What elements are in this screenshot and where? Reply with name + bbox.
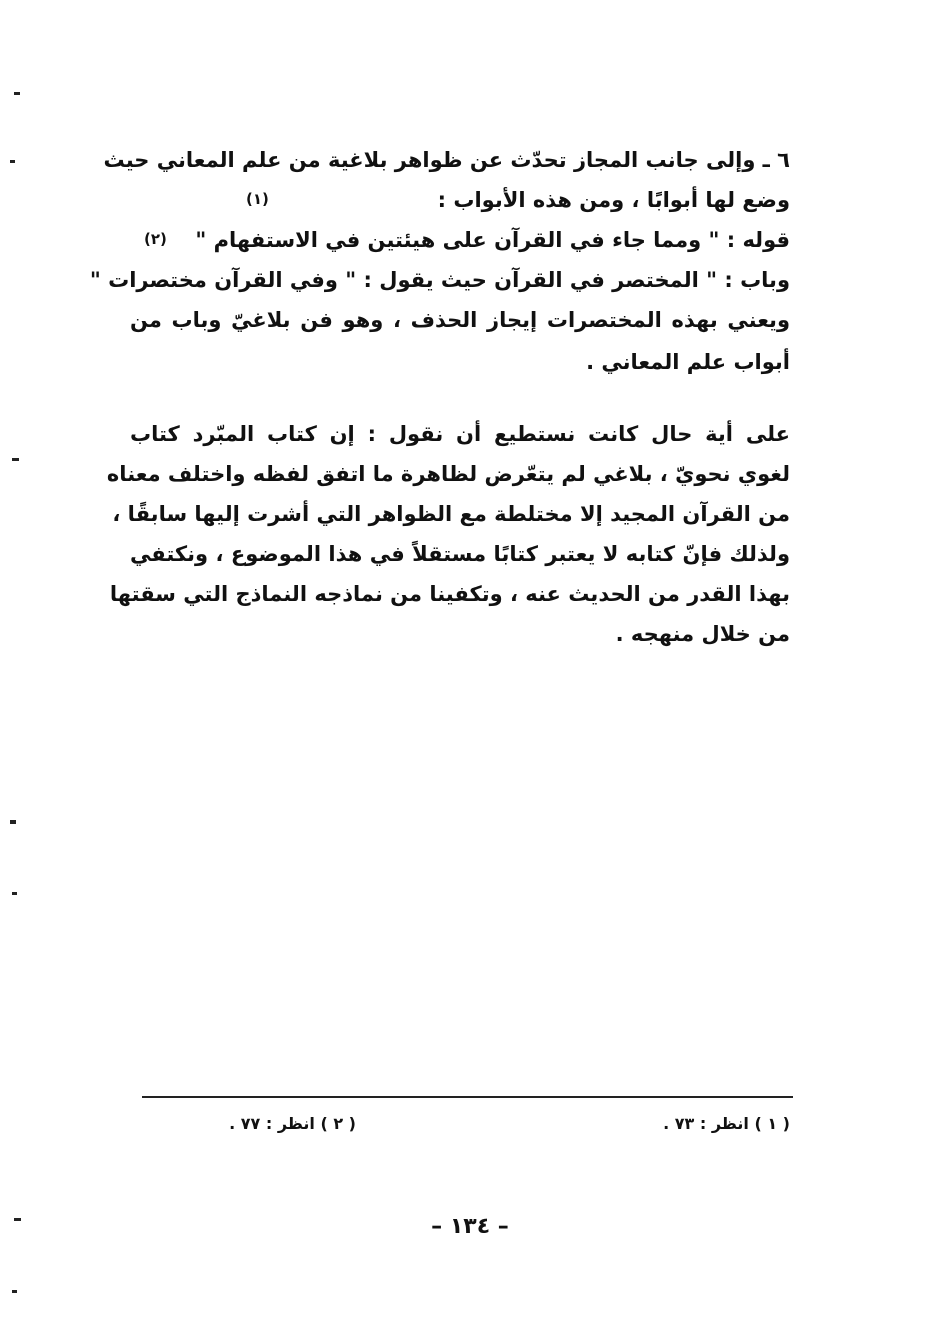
paragraph-1-line-6: أبواب علم المعاني . xyxy=(586,350,790,374)
paragraph-1-line-3: قوله : " ومما جاء في القرآن على هيئتين في الاستفهام " xyxy=(195,228,790,252)
paragraph-1-line-4: وباب : " المختصر في القرآن حيث يقول : " وفي القرآن مختصرات " xyxy=(89,268,790,292)
paragraph-2-line-1: على أية حال كانت نستطيع أن نقول : إن كتاب المبّرد كتاب xyxy=(130,422,790,446)
footnote-2: ( ٢ ) انظر : ٧٧ . xyxy=(229,1114,356,1133)
paragraph-2-line-4: ولذلك فإنّ كتابه لا يعتبر كتابًا مستقلاً في هذا الموضوع ، ونكتفي xyxy=(130,542,790,566)
paragraph-2-line-6: من خلال منهجه . xyxy=(615,622,790,646)
scan-speck xyxy=(10,160,15,163)
paragraph-2-line-2: لغوي نحويّ ، بلاغي لم يتعّرض لظاهرة ما اتفق لفظه واختلف معناه xyxy=(106,462,790,486)
paragraph-2-line-5: بهذا القدر من الحديث عنه ، وتكفينا من نماذجه النماذج التي سقتها xyxy=(109,582,790,606)
scan-speck xyxy=(12,458,19,461)
scan-speck xyxy=(10,820,16,824)
scan-speck xyxy=(12,892,17,895)
scan-speck xyxy=(14,1218,21,1221)
scan-speck xyxy=(12,1290,17,1293)
footnote-separator xyxy=(142,1096,793,1098)
footnote-marker-1[interactable]: (١) xyxy=(246,190,269,208)
scan-speck xyxy=(14,92,20,95)
footnote-marker-2[interactable]: (٢) xyxy=(144,230,167,248)
paragraph-1-line-1: ٦ ـ وإلى جانب المجاز تحدّث عن ظواهر بلاغية من علم المعاني حيث xyxy=(103,148,790,172)
footnote-1: ( ١ ) انظر : ٧٣ . xyxy=(663,1114,790,1133)
paragraph-1-line-2: وضع لها أبوابًا ، ومن هذه الأبواب : xyxy=(437,188,790,212)
page-number: – ١٣٤ – xyxy=(431,1214,509,1239)
paragraph-1-line-5: ويعني بهذه المختصرات إيجاز الحذف ، وهو فن بلاغيّ وباب من xyxy=(130,308,790,332)
paragraph-2-line-3: من القرآن المجيد إلا مختلطة مع الظواهر التي أشرت إليها سابقًا ، xyxy=(112,502,790,526)
